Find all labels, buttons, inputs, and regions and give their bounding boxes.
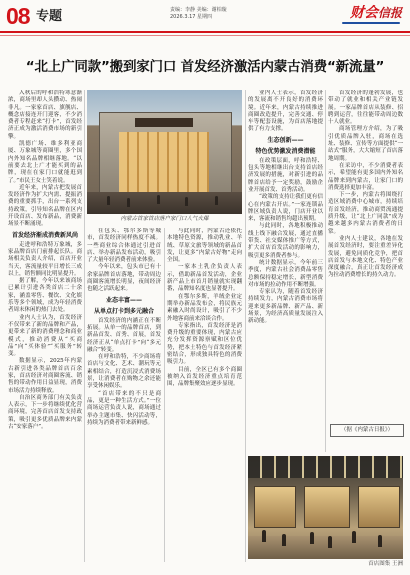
paragraph: 据了解，今年以来该商场已累计引进各类首店二十余家，涵盖零售、餐饮、文化娱乐等多个领域，成为年轻消费者周末休闲的热门去处。: [8, 278, 82, 314]
issue-date: 2026.3.17 星期四: [170, 14, 213, 20]
article-column-3: [167, 228, 242, 562]
paragraph: 首发经济的蓬勃发展，也带动了就业和相关产业链发展。一家品牌首店从装修、招聘到运营，往往能带动周边数十人就业。: [328, 90, 403, 126]
subheading: 业态丰富——: [105, 296, 142, 304]
person-silhouette: [310, 532, 314, 544]
paragraph: 专家认为，随着首发经济持续发力，内蒙古消费市场将迎来更多新品牌、新产品、新场景，为经济高质量发展注入新动能。: [248, 289, 323, 325]
subheading: 生态创新——: [267, 136, 304, 144]
paragraph: 在政策层面，呼和浩特、包头等地相继出台支持首店经济发展的措施，对新引进的品牌首店给予一定奖励，鼓励企业开展首发、首秀活动。: [248, 157, 323, 193]
person-silhouette: [262, 530, 266, 542]
paragraph: 今年以来，包头市已有十余家品牌首店落地，带动周边商圈客流增长明显，夜间经济也随之活跃起来。: [87, 264, 161, 293]
paragraph: 数据显示，2025年内蒙古新引进各类品牌首店百余家，首店经济对商圈客流、销售的带动作用日益显现，消费市场活力持续释放。: [8, 358, 82, 394]
logo-swash: [342, 22, 400, 24]
editor-credits: 责编：李静 美编：谢柏璇: [170, 7, 227, 13]
article-column-4: [248, 90, 323, 452]
mall-storefront-photo: [87, 90, 242, 214]
person-silhouette: [127, 198, 130, 207]
article-column-1: [8, 90, 82, 562]
person-silhouette: [215, 196, 218, 205]
paragraph: 自治区商务部门有关负责人表示，下一步将继续优化营商环境，完善首店首发支持政策，吸引更多优质品牌来内蒙古“安家落户”。: [8, 394, 82, 431]
header-rule-thin: [0, 35, 410, 36]
article-column-2: [87, 228, 161, 562]
paragraph: 与此同时，内蒙古还依托本地特色资源，推动乳业、羊绒、草原文旅等领域的新品首发，让更多“内蒙古好物”走向全国。: [167, 228, 242, 264]
person-silhouette: [107, 196, 110, 205]
logo-main: 财会: [349, 5, 378, 21]
person-silhouette: [157, 195, 160, 204]
person-silhouette: [352, 531, 356, 543]
plaza-ground: [87, 192, 242, 214]
shop-front: [358, 486, 400, 528]
page-number: 08: [6, 3, 30, 29]
paragraph: “首店带来的不只是商品，更是一种生活方式。”一位商场运营负责人说，商场通过举办主题市集、快闪活动等，持续为消费者带来新鲜感。: [87, 390, 161, 426]
person-silhouette: [328, 536, 332, 548]
logo-sub: 信报: [377, 6, 402, 20]
person-silhouette: [185, 197, 188, 206]
paragraph: 凯德广场、维多利亚商厦、万象城等商圈里，多个国内外知名品牌相继落地。“以前要去北上广才能买到的品牌，现在在家门口就能逛到了。”市民王女士笑着说。: [8, 141, 82, 184]
paragraph: 业内人士表示，首发经济的发展离不开良好的消费环境。近年来，内蒙古持续推进商圈改造提升，完善交通、停车等配套设施，为首店落地提供了有力支撑。: [248, 90, 323, 133]
subheading: 特色优势激发消费潜能: [255, 147, 316, 155]
paragraph: 目前，全区已有多个商圈被纳入首发经济重点培育范围，品牌集聚效应逐步显现。: [167, 366, 242, 388]
paragraph: 业内人士建议，各地在发展首发经济时，要注重差异化发展，避免同质化竞争，把首店首发与本地文化、特色产业深度融合，真正让首发经济成为拉动消费增长的持久动力。: [328, 235, 403, 279]
section-title: 专题: [36, 9, 63, 24]
paragraph: 商场管理方介绍，为了吸引优质品牌入驻，商场在选址、装修、宣传等方面提供“一站式”服务，大大缩短了首店落地周期。: [328, 126, 403, 162]
photo-caption-top: 内蒙古首家首店落户家门口人气火爆: [120, 216, 209, 222]
article-column-5: [328, 90, 403, 420]
source-note: （据《内蒙古日报》）: [330, 424, 404, 437]
paragraph: 在包头、鄂尔多斯等城市，首发经济同样热度不减。一些商业综合体通过引进首店、举办新品发布活动，吸引了大量年轻消费者前来体验。: [87, 228, 161, 264]
column-divider: [84, 90, 85, 562]
paragraph: 首发经济的内涵正在不断拓展。从单一的品牌首店，到新品首发、首秀、首展，首发经济正从“单点打卡”向“多元融合”转变。: [87, 317, 161, 353]
newspaper-logo: [350, 5, 402, 21]
paragraph: 业内人士认为，首发经济不仅带来了新的品牌和产品，更带来了新的消费理念和商业模式，推动消费从“买商品”向“买体验”“买服务”转变。: [8, 314, 82, 358]
paragraph: 下一步，内蒙古将围绕打造区域消费中心城市，持续培育首发经济，推动商贸流通提质升级，让“北上广同款”成为越来越多内蒙古消费者的日常。: [328, 192, 403, 235]
store-sign: [135, 118, 193, 127]
paragraph: 入秋后的呼和浩特寒意渐浓，商场里却人头攒动、热闹非凡。一家家首店、旗舰店、概念店接连开门迎客，不少消费者专程赶来“打卡”，首发经济正成为激活消费市场的新引擎。: [8, 90, 82, 140]
subheading: 从单点打卡到多元融合: [93, 307, 154, 315]
ceiling-lights: [248, 456, 403, 478]
paragraph: 在鄂尔多斯，羊绒企业定期举办新品发布会，将民族元素融入时尚设计，吸引了不少外地客商前来洽谈合作。: [167, 293, 242, 322]
paragraph: 在采访中，不少消费者表示，希望能有更多国内外知名品牌来到内蒙古，让家门口的消费选择更加丰富。: [328, 162, 403, 191]
paragraph: 统计数据显示，今年前三季度，内蒙古社会消费品零售总额保持稳定增长，新型消费对市场的拉动作用不断增强。: [248, 259, 323, 288]
photo-caption-bottom: 首店图集 王洲: [368, 561, 403, 567]
person-silhouette: [378, 535, 382, 547]
header-rule: [0, 31, 410, 33]
paragraph: “政策的支持让我们更有信心在内蒙古开店。”一家连锁品牌区域负责人说，门店开业以来，客流和销售均超出预期。: [248, 194, 323, 223]
headline: “北上广同款”搬到家门口 首发经济激活内蒙古消费“新流量”: [25, 59, 385, 75]
shop-front: [304, 486, 350, 528]
column-divider: [325, 90, 326, 452]
column-divider: [245, 90, 246, 562]
paragraph: 与此同时，各地积极推动线上线下融合发展，通过直播带货、社交媒体推广等方式，扩大首店首发活动的影响力，吸引更多消费者参与。: [248, 223, 323, 259]
paragraph: 一家本土乳企负责人表示，借助新品首发活动，企业新产品上市首月销量就实现翻番，品牌知名度也显著提升。: [167, 264, 242, 293]
paragraph: 专家指出，首发经济是消费升级的重要体现，内蒙古应充分发挥资源禀赋和区位优势，把本土特色与首发经济紧密结合，形成独具特色的消费吸引力。: [167, 322, 242, 366]
paragraph: 走进呼和浩特万象城，多家品牌首店门前排起长队。商场相关负责人介绍，首店开业当天，客流量较平日增长三成以上，销售额同比明显提升。: [8, 241, 82, 277]
shop-front: [254, 486, 296, 528]
column-divider: [164, 228, 165, 562]
mall-interior-photo: [248, 456, 403, 559]
person-silhouette: [282, 534, 286, 546]
paragraph: 近年来，内蒙古把发展首发经济作为扩大内需、提振消费的重要抓手，出台一系列支持政策，引导知名品牌在区内开设首店、发布新品，消费新场景不断涌现。: [8, 184, 82, 228]
paragraph: 在呼和浩特，不少商场将首店与文化、艺术、潮玩等元素相结合，打造沉浸式消费场景，让消费者在购物之余还能享受休闲娱乐。: [87, 354, 161, 390]
subheading: 首发经济渐成消费新风尚: [11, 231, 78, 239]
lit-glass-front: [119, 132, 209, 192]
